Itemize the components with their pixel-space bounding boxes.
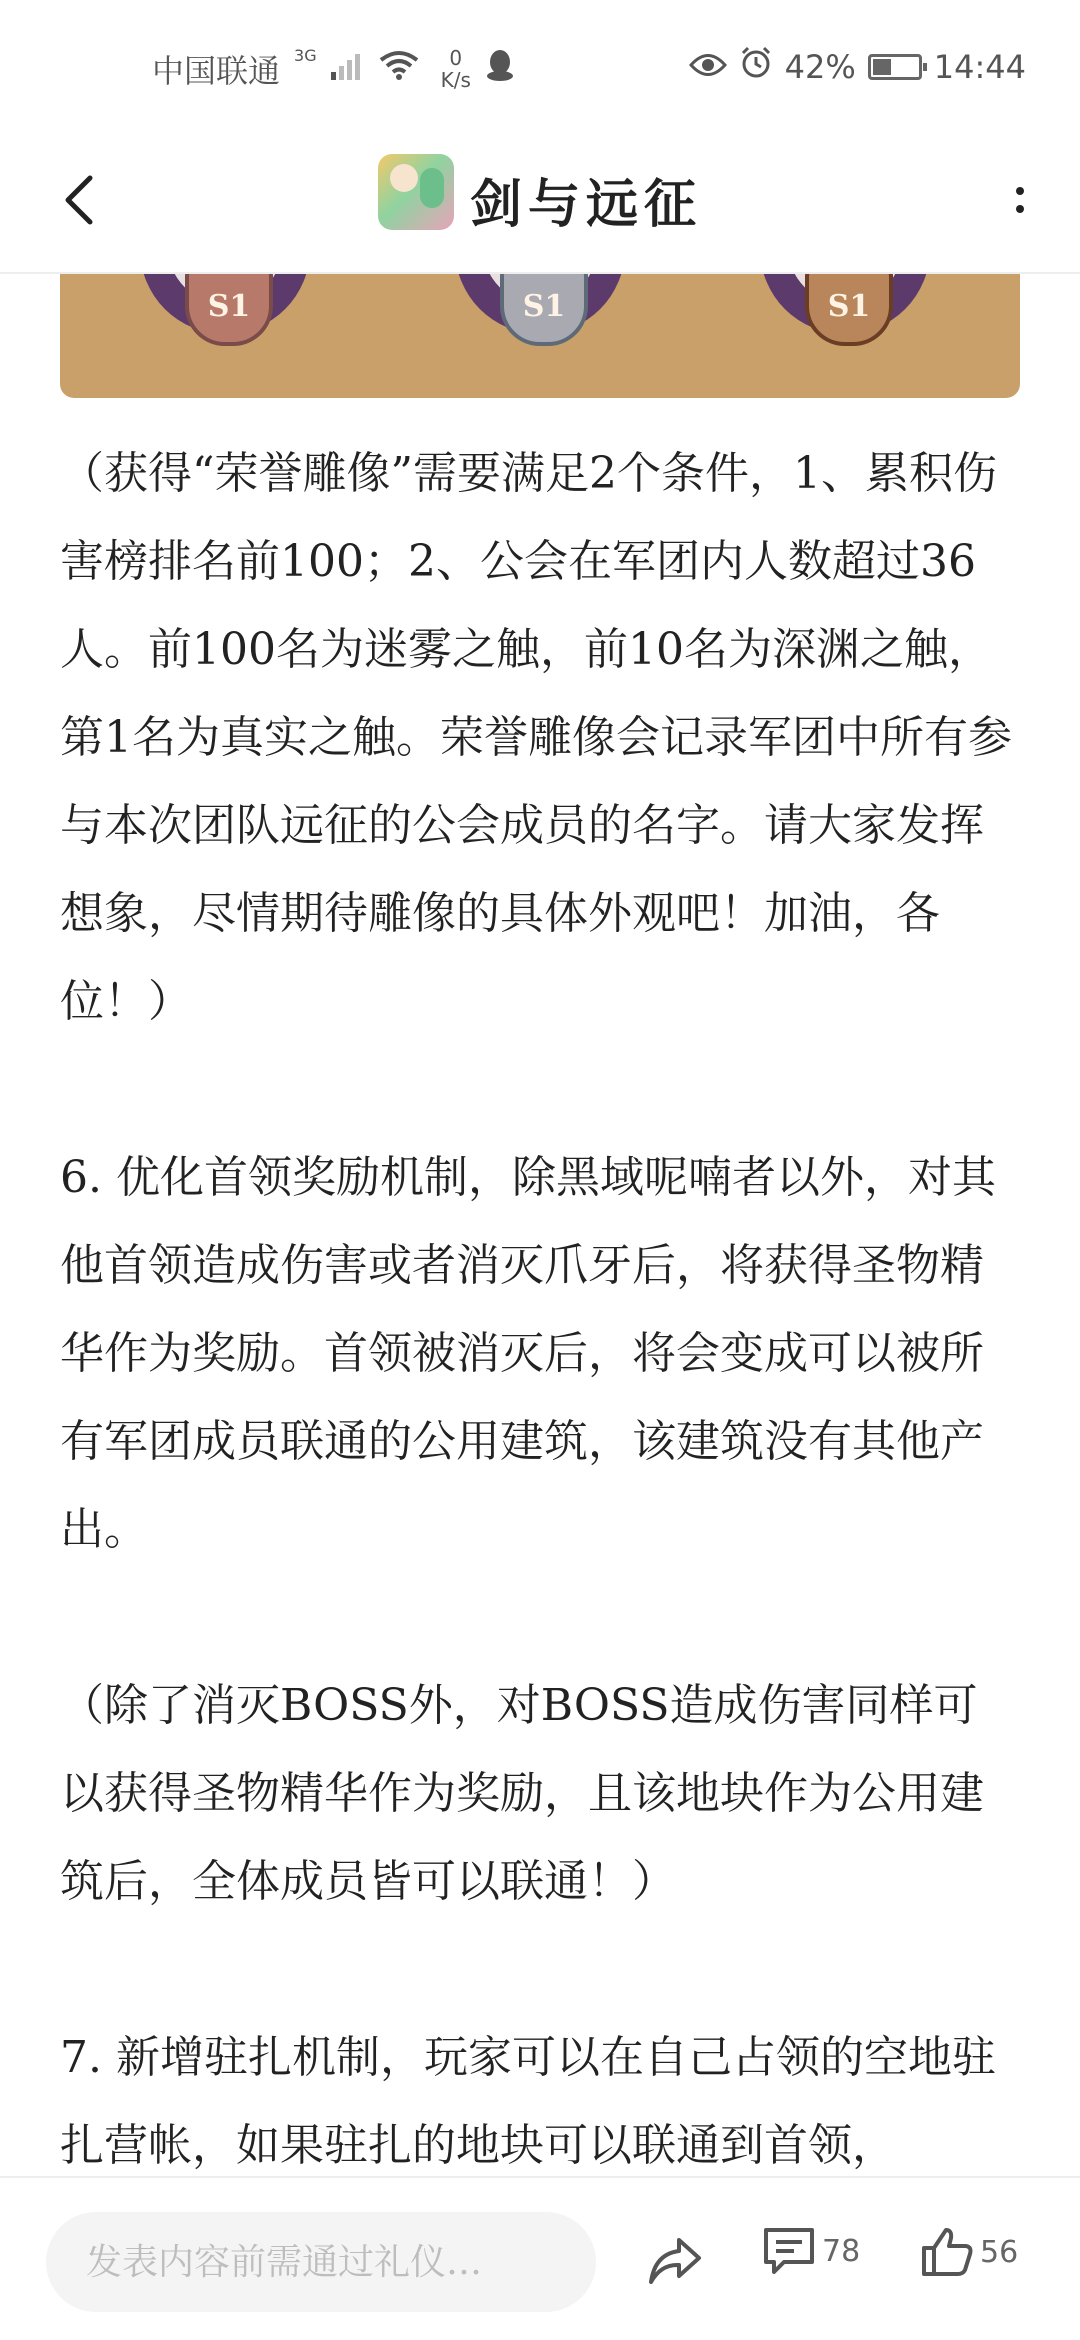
net-speed [441, 47, 471, 91]
net-speed-value: 0 [449, 46, 463, 70]
medal-3-label: S1 [805, 274, 893, 346]
carrier-label: 中国联通 [152, 52, 281, 90]
clock-time: 14:44 [933, 48, 1026, 86]
article-paragraph: 7. 新增驻扎机制，玩家可以在自己占领的空地驻扎营帐，如果驻扎的地块可以联通到首领， [60, 2032, 996, 2171]
medal-2-label: S1 [500, 274, 588, 346]
more-dot-icon [1016, 187, 1024, 195]
battery-icon [868, 54, 922, 80]
signal-bars-icon [331, 50, 365, 88]
alarm-icon [739, 46, 773, 88]
article-paragraph: 6. 优化首领奖励机制，除黑域呢喃者以外，对其他首领造成伤害或者消灭爪牙后，将获得圣物精华作为奖励。首领被消灭后，将会变成可以被所有军团成员联通的公用建筑，该建筑没有其他产出。 [60, 1152, 996, 1555]
net-speed-unit: K/s [440, 68, 471, 92]
article-paragraph: （除了消灭BOSS外，对BOSS造成伤害同样可以获得圣物精华作为奖励，且该地块作为公用建筑后，全体成员皆可以联通！） [60, 1680, 984, 1907]
signal-type: 3G [294, 45, 317, 65]
medal-banner-image [60, 274, 1020, 398]
medal-3 [750, 274, 940, 364]
wifi-icon [379, 50, 419, 88]
status-bar [0, 0, 1080, 130]
article-paragraph: （获得“荣誉雕像”需要满足2个条件，1、累积伤害榜排名前100；2、公会在军团内人数超过36人。前100名为迷雾之触，前10名为深渊之触，第1名为真实之触。荣誉雕像会记录军团中所有参与本次团队远征的公会成员的名字。请大家发挥想象，尽情期待雕像的具体外观吧！加油，各位！） [60, 448, 1012, 1027]
back-button[interactable] [40, 160, 120, 240]
medal-2 [445, 274, 635, 364]
medal-1-label: S1 [185, 274, 273, 346]
qq-icon [485, 48, 515, 90]
like-button[interactable] [920, 2226, 1018, 2278]
game-avatar-icon[interactable] [378, 154, 454, 230]
comment-count: 78 [822, 2233, 861, 2269]
more-dot-icon [1016, 205, 1024, 213]
chevron-left-icon [60, 170, 100, 230]
page-title: 剑与远征 [470, 174, 703, 235]
comments-button[interactable] [762, 2226, 860, 2276]
article-body [60, 430, 1020, 2190]
battery-level-fill [873, 59, 891, 75]
status-right [689, 46, 1026, 88]
bottom-action-bar [0, 2176, 1080, 2340]
status-left [152, 46, 515, 92]
eye-icon [689, 48, 727, 86]
like-count: 56 [980, 2234, 1019, 2270]
medal-1 [130, 274, 320, 364]
app-header [0, 130, 1080, 274]
battery-percent: 42% [784, 48, 856, 86]
comment-input[interactable] [46, 2212, 596, 2312]
thumbs-up-icon [920, 2226, 974, 2278]
share-icon [647, 2236, 703, 2286]
comment-icon [762, 2226, 816, 2276]
more-options-button[interactable] [990, 160, 1050, 240]
share-button[interactable] [640, 2226, 710, 2296]
